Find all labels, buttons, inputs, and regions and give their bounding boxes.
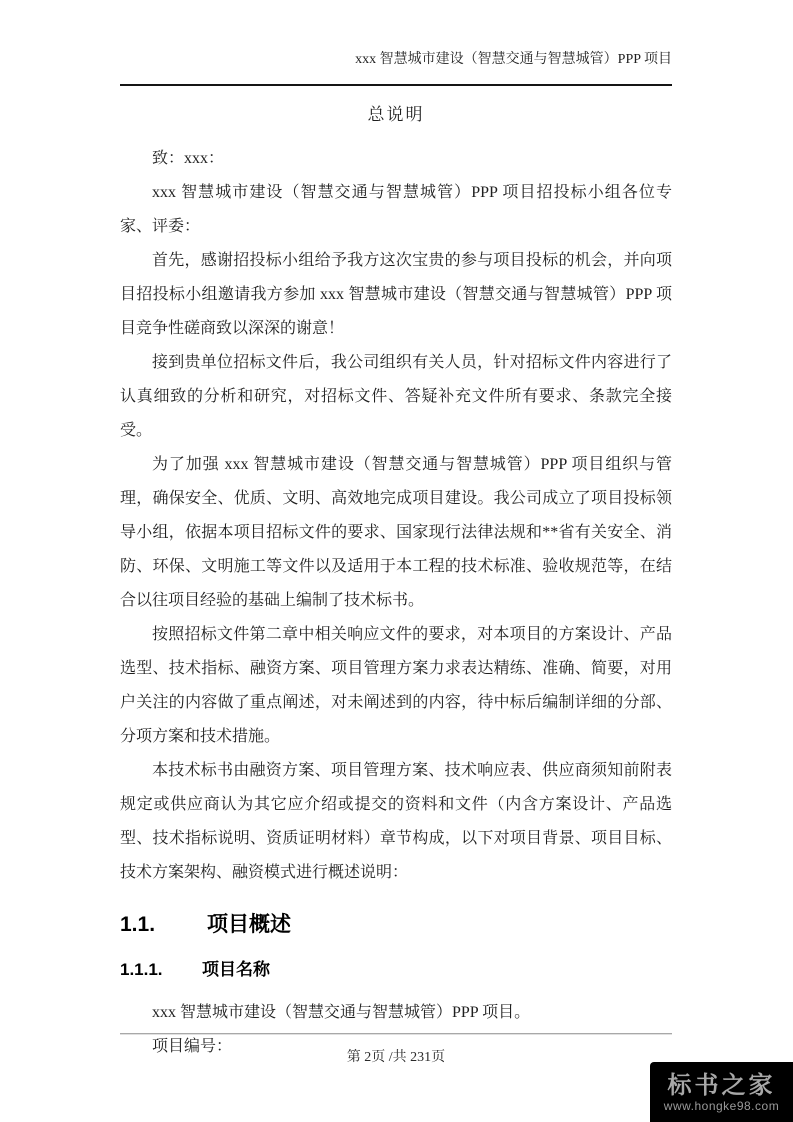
section-heading-project-name [120, 958, 672, 982]
paragraph-salutation: 致：xxx： [152, 150, 225, 167]
watermark-badge [650, 1062, 793, 1122]
page-number: 第 2页 /共 231页 [346, 1050, 446, 1065]
paragraph-project-number: 项目编号： [152, 1038, 233, 1055]
page-title: 总说明 [367, 105, 425, 124]
section-title: 项目概述 [207, 913, 291, 936]
paragraph-project-name: xxx 智慧城市建设（智慧交通与智慧城管）PPP 项目。 [152, 1004, 531, 1021]
header-project-title: xxx 智慧城市建设（智慧交通与智慧城管）PPP 项目 [355, 52, 672, 67]
body-paragraphs [120, 142, 672, 890]
watermark-site-url: www.hongke98.com [663, 1098, 780, 1113]
paragraph-management: 为了加强 xxx 智慧城市建设（智慧交通与智慧城管）PPP 项目组织与管理，确保安全、优质、文明、高效地完成项目建设。我公司成立了项目投标领导小组，依据本项目招标文件的要求、国家现行法律法规和**省有关安全、消防、环保、文明施工等文件以及适用于本工程的技术标准、验收规范等，在结合以往项目经验的基础上编制了技术标书。 [120, 456, 672, 609]
section-heading-project-overview [120, 910, 672, 940]
section-number: 1.1. [120, 913, 156, 936]
paragraph-composition: 本技术标书由融资方案、项目管理方案、技术响应表、供应商须知前附表规定或供应商认为其它应介绍或提交的资料和文件（内含方案设计、产品选型、技术指标说明、资质证明材料）章节构成，以下对项目背景、项目目标、技术方案架构、融资模式进行概述说明： [120, 762, 672, 881]
paragraph-addressee: xxx 智慧城市建设（智慧交通与智慧城管）PPP 项目招投标小组各位专家、评委： [120, 184, 672, 235]
footer-separator [120, 1033, 672, 1034]
paragraph-thanks: 首先，感谢招投标小组给予我方这次宝贵的参与项目投标的机会，并向项目招投标小组邀请我方参加 xxx 智慧城市建设（智慧交通与智慧城管）PPP 项目竞争性磋商致以深深的谢意！ [120, 252, 672, 337]
page-footer [120, 1033, 672, 1066]
paragraph-acceptance: 接到贵单位招标文件后，我公司组织有关人员，针对招标文件内容进行了认真细致的分析和研究，对招标文件、答疑补充文件所有要求、条款完全接受。 [120, 354, 672, 439]
watermark-site-name: 标书之家 [667, 1071, 776, 1099]
subsection-number: 1.1.1. [120, 960, 163, 979]
paragraph-response-scope: 按照招标文件第二章中相关响应文件的要求，对本项目的方案设计、产品选型、技术指标、融资方案、项目管理方案力求表达精练、准确、简要，对用户关注的内容做了重点阐述，对未阐述到的内容，待中标后编制详细的分部、分项方案和技术措施。 [120, 626, 672, 745]
header-rule [120, 84, 672, 86]
subsection-title: 项目名称 [202, 960, 270, 979]
